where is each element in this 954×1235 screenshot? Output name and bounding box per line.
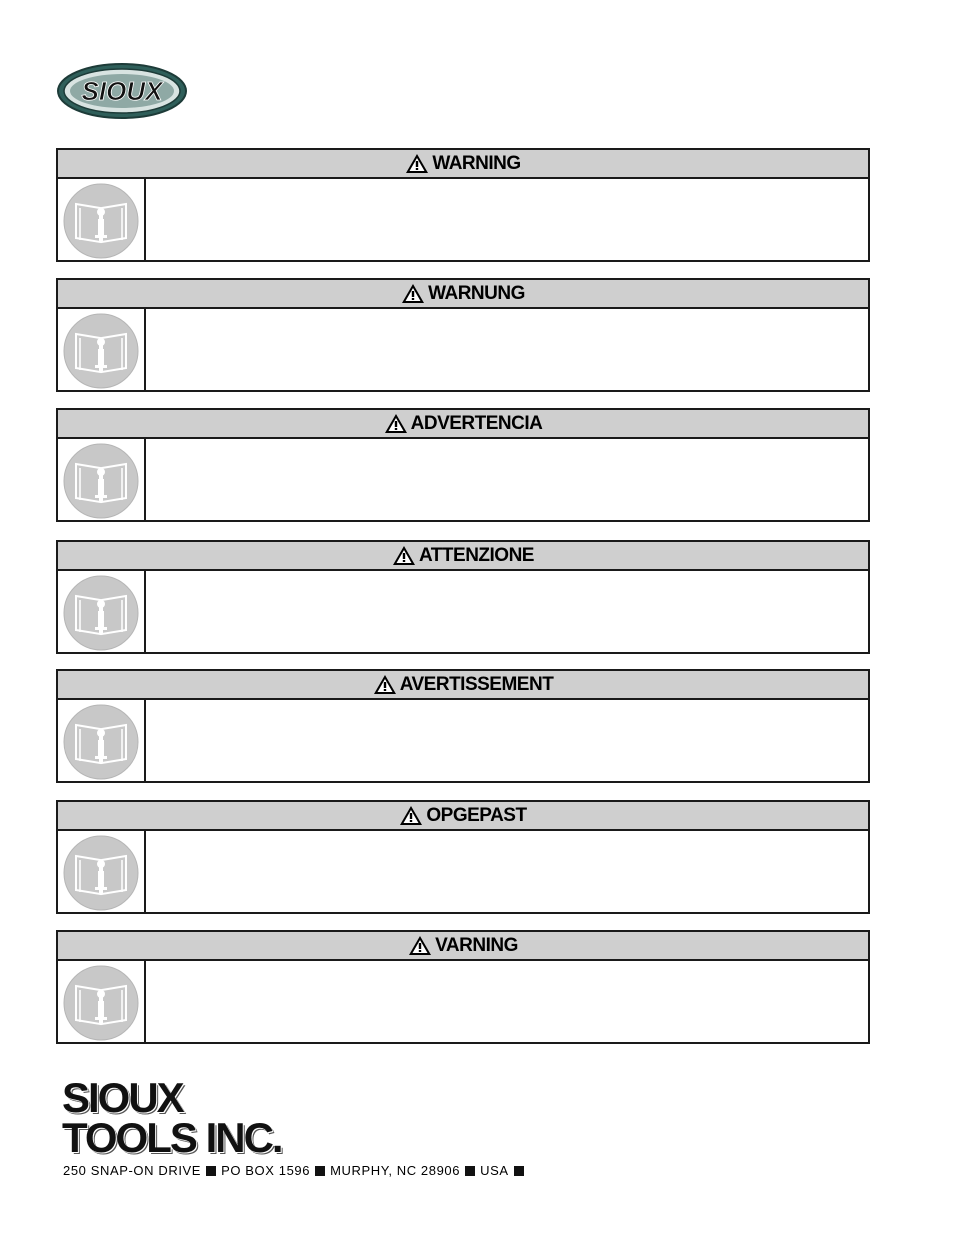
warning-header (58, 671, 868, 700)
square-separator-icon (465, 1166, 475, 1176)
footer-brand-line2: TOOLS INC. (62, 1114, 282, 1161)
warning-header (58, 280, 868, 309)
manual-icon-cell (58, 309, 146, 392)
read-manual-icon (62, 703, 140, 781)
read-manual-icon (62, 834, 140, 912)
warning-content (146, 831, 868, 914)
square-separator-icon (315, 1166, 325, 1176)
square-separator-icon (206, 1166, 216, 1176)
warning-title: ADVERTENCIA (410, 412, 543, 434)
warning-title: VARNING (435, 934, 518, 956)
warning-triangle-icon (399, 805, 423, 826)
footer-brand (62, 1074, 282, 1161)
warning-header (58, 542, 868, 571)
manual-icon-cell (58, 831, 146, 914)
warning-triangle-icon (401, 283, 425, 304)
warning-title: AVERTISSEMENT (399, 673, 554, 695)
warning-content (146, 700, 868, 783)
sioux-logo (56, 62, 188, 120)
read-manual-icon (62, 574, 140, 652)
manual-icon-cell (58, 961, 146, 1044)
warning-title: OPGEPAST (426, 804, 527, 826)
warning-content (146, 571, 868, 654)
warning-triangle-icon (392, 545, 416, 566)
address-pobox: PO BOX 1596 (221, 1163, 311, 1178)
warning-box (56, 669, 870, 783)
warning-box (56, 930, 870, 1044)
warning-box (56, 800, 870, 914)
warning-header (58, 932, 868, 961)
read-manual-icon (62, 964, 140, 1042)
warning-triangle-icon (405, 153, 429, 174)
warning-title: WARNUNG (428, 282, 525, 304)
warning-header (58, 802, 868, 831)
warning-content (146, 961, 868, 1044)
manual-icon-cell (58, 179, 146, 262)
warning-box (56, 408, 870, 522)
sioux-oval-logo-icon (56, 62, 188, 120)
footer-address (63, 1163, 529, 1178)
footer-brand-line1: SIOUX (62, 1074, 183, 1121)
warning-content (146, 439, 868, 522)
square-separator-icon (514, 1166, 524, 1176)
warning-box (56, 148, 870, 262)
warning-content (146, 179, 868, 262)
manual-icon-cell (58, 571, 146, 654)
read-manual-icon (62, 312, 140, 390)
address-street: 250 SNAP-ON DRIVE (63, 1163, 202, 1178)
warning-header (58, 410, 868, 439)
read-manual-icon (62, 182, 140, 260)
warning-title: ATTENZIONE (419, 544, 534, 566)
warning-content (146, 309, 868, 392)
warning-title: WARNING (432, 152, 521, 174)
logo-text: SIOUX (81, 76, 163, 106)
address-country: USA (480, 1163, 509, 1178)
read-manual-icon (62, 442, 140, 520)
manual-icon-cell (58, 439, 146, 522)
warning-triangle-icon (373, 674, 397, 695)
warning-triangle-icon (384, 413, 408, 434)
warning-box (56, 278, 870, 392)
warning-header (58, 150, 868, 179)
warning-triangle-icon (408, 935, 432, 956)
manual-icon-cell (58, 700, 146, 783)
warning-box (56, 540, 870, 654)
address-city: MURPHY, NC 28906 (330, 1163, 461, 1178)
